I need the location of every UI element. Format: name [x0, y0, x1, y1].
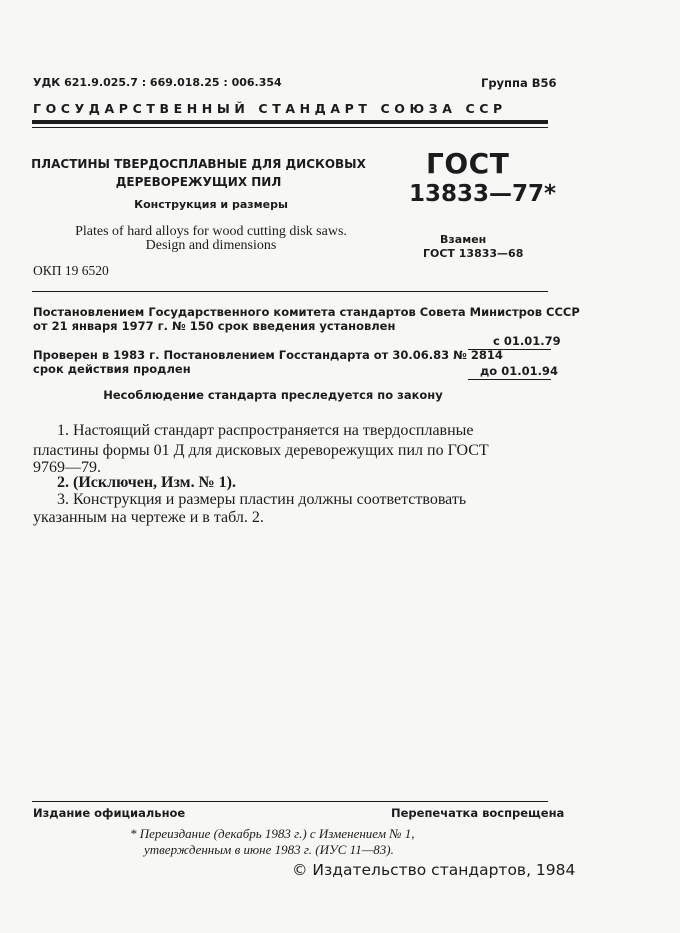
copyright: © Издательство стандартов, 1984 — [292, 861, 576, 879]
expiry-date-underline — [468, 379, 551, 380]
effective-date: с 01.01.79 — [493, 334, 561, 348]
decree-line-1: Постановлением Государственного комитета стандартов Совета Министров СССР — [33, 305, 580, 319]
title-line-2: ДЕРЕВОРЕЖУЩИХ ПИЛ — [115, 175, 282, 189]
title-line-1: ПЛАСТИНЫ ТВЕРДОСПЛАВНЫЕ ДЛЯ ДИСКОВЫХ — [31, 157, 366, 171]
body-line-3: 9769—79. — [33, 459, 101, 476]
body-line-1: 1. Настоящий стандарт распространяется на твердосплавные — [57, 422, 474, 439]
expiry-date: до 01.01.94 — [480, 364, 558, 378]
replaces-label: Взамен — [440, 233, 487, 246]
official-edition: Издание официальное — [33, 806, 186, 820]
decree-line-2: от 21 января 1977 г. № 150 срок введения установлен — [33, 319, 396, 333]
section-divider — [32, 291, 548, 292]
gost-number: 13833—77* — [409, 181, 557, 207]
reprint-prohibited: Перепечатка воспрещена — [391, 806, 565, 820]
footer-rule — [32, 801, 548, 802]
okp-code: ОКП 19 6520 — [33, 263, 109, 278]
reissue-note-line-1: * Переиздание (декабрь 1983 г.) с Изменением № 1, — [130, 826, 415, 841]
gost-label: ГОСТ — [426, 147, 510, 180]
english-title-line-1: Plates of hard alloys for wood cutting disk saws. — [75, 224, 347, 239]
legal-warning: Несоблюдение стандарта преследуется по закону — [103, 388, 443, 402]
body-line-4: 2. (Исключен, Изм. № 1). — [57, 474, 236, 491]
check-line-2: срок действия продлен — [33, 362, 191, 376]
english-title-line-2: Design and dimensions — [145, 238, 277, 253]
header-rule-thick — [32, 120, 548, 124]
reissue-note-line-2: утвержденным в июне 1983 г. (ИУС 11—83). — [144, 842, 394, 857]
check-line-1: Проверен в 1983 г. Постановлением Госстандарта от 30.06.83 № 2814 — [33, 348, 503, 362]
state-standard-heading: ГОСУДАРСТВЕННЫЙ СТАНДАРТ СОЮЗА ССР — [33, 101, 507, 116]
udk-code: УДК 621.9.025.7 : 669.018.25 : 006.354 — [33, 76, 282, 89]
replaces-standard: ГОСТ 13833—68 — [423, 247, 524, 260]
body-line-6: указанным на чертеже и в табл. 2. — [33, 509, 264, 526]
header-rule-thin — [32, 127, 548, 128]
body-line-2: пластины формы 01 Д для дисковых дереворежущих пил по ГОСТ — [33, 442, 489, 459]
body-line-5: 3. Конструкция и размеры пластин должны соответствовать — [57, 491, 467, 508]
subtitle: Конструкция и размеры — [134, 198, 288, 211]
group-code: Группа В56 — [481, 76, 557, 90]
